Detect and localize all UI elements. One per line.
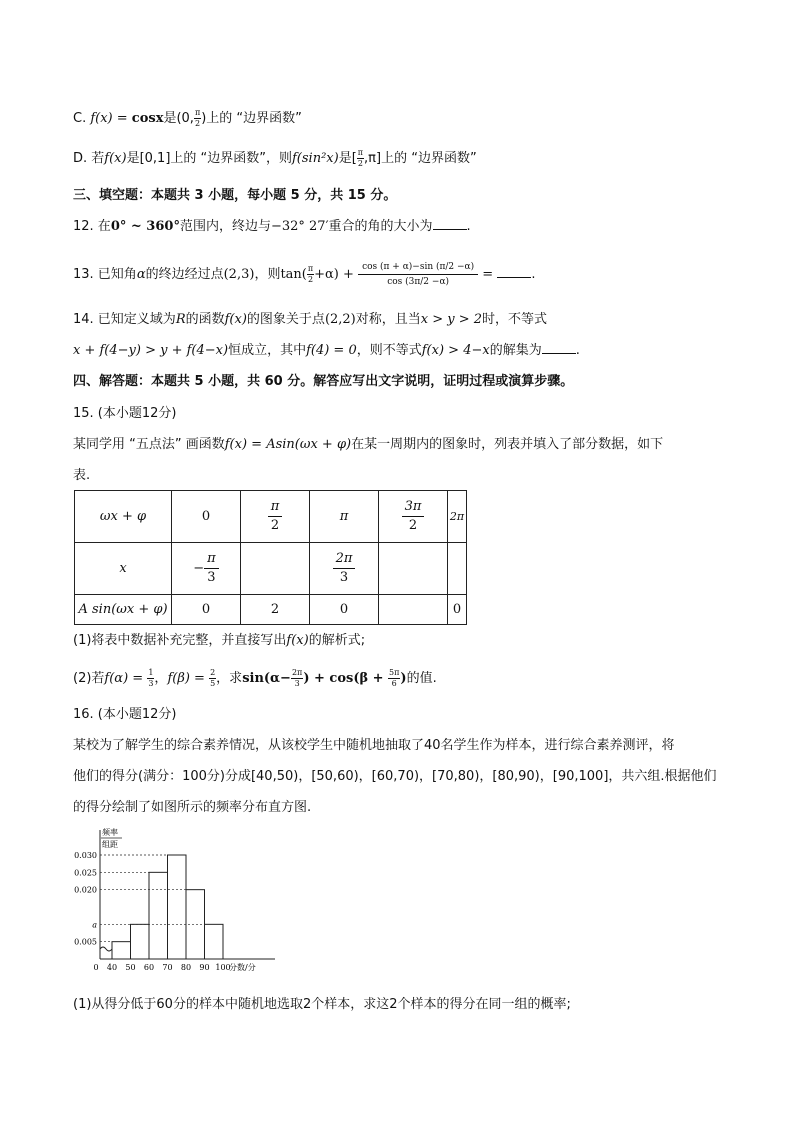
question-15-text: 某同学用 “五点法” 画函数f(x) = Asin(ωx + φ)在某一周期内的图象时，列表并填入了部分数据，如下 [73, 437, 664, 452]
answer-blank [497, 265, 531, 278]
table-row: ωx + φ 0 $\frac{\pi}{2}$ π $\frac{3\pi}{2}$ 2π [75, 491, 467, 543]
option-c: C. f(x) = cosx是(0, $\frac{\pi}{2}$ )上的 “边界函数” [73, 108, 302, 128]
question-15-header: 15. (本小题12分) [73, 406, 177, 421]
section-3-title: 三、填空题：本题共 3 小题，每小题 5 分，共 15 分。 [73, 188, 397, 203]
answer-blank [433, 217, 467, 230]
question-14-line-2: x + f(4−y) > y + f(4−x)恒成立，其中f(4) = 0，则不等式f(x) > 4−x的解集为 . [73, 343, 580, 358]
table-row: A sin(ωx + φ) 0 2 0 0 [75, 595, 467, 625]
x-tick-label: 70 [162, 963, 173, 972]
axis-break [100, 947, 112, 951]
y-tick-label: 0.025 [74, 868, 97, 878]
x-tick-label: 50 [125, 963, 136, 972]
question-16-text-2: 他们的得分(满分：100分)分成[40,50)，[50,60)，[60,70)，[70,80)，[80,90)，[90,100]，共六组.根据他们 [73, 769, 717, 784]
question-16-text-1: 某校为了解学生的综合素养情况，从该校学生中随机地抽取了40名学生作为样本，进行综合素养测评，将 [73, 738, 675, 753]
question-15-text-2: 表. [73, 468, 91, 483]
histogram-bar [149, 872, 168, 959]
section-4-title: 四、解答题：本题共 5 小题，共 60 分。解答应写出文字说明，证明过程或演算步骤。 [73, 374, 574, 389]
five-point-table [74, 490, 467, 625]
y-tick-label: 0.005 [74, 937, 97, 947]
question-15-part-1: (1)将表中数据补充完整，并直接写出f(x)的解析式; [73, 633, 366, 648]
answer-blank [542, 341, 576, 354]
x-tick-label: 40 [106, 963, 118, 972]
option-d: D. 若f(x)是[0,1]上的 “边界函数”，则f(sin²x)是[ $\frac{\pi}{2}$ ,π]上的 “边界函数” [73, 148, 477, 168]
question-14-line-1: 14. 已知定义域为R的函数f(x)的图象关于点(2,2)对称，且当x > y > 2时，不等式 [73, 312, 548, 327]
question-16-part-1: (1)从得分低于60分的样本中随机地选取2个样本，求这2个样本的得分在同一组的概率; [73, 997, 571, 1012]
trig-fraction: $\frac{\cos (\pi + \alpha)-\sin (\pi/2 -\alpha)}{\cos (3\pi/2 -\alpha)}$ [358, 260, 478, 289]
x-tick-label: 100 [215, 963, 231, 972]
fraction: $\frac{\pi}{2}$ [194, 108, 201, 128]
table-row: x − $\frac{\pi}{3}$ $\frac{2\pi}{3}$ [75, 543, 467, 595]
question-15-part-2: (2)若f(α) = $\frac{1}{3}$ ，f(β) = $\frac{2}{5}$ ，求sin(α− $\frac{2\pi}{3}$ ) + cos(β + $\frac{5\pi}{6}$ )的值. [73, 668, 437, 688]
x-axis-label: 分数/分 [229, 963, 256, 972]
question-13: 13. 已知角α的终边经过点(2,3)，则tan( $\frac{\pi}{2}$ +α) + $\frac{\cos (\pi + \alpha)-\sin (\pi/2 -\alpha)}{\cos (3\pi/2 -\alpha)}$ = . [73, 262, 536, 287]
origin-label: 0 [93, 963, 99, 972]
x-tick-label: 80 [180, 963, 192, 972]
question-16-text-3: 的得分绘制了如图所示的频率分布直方图. [73, 800, 312, 815]
question-16-header: 16. (本小题12分) [73, 707, 177, 722]
y-tick-label: 0.020 [74, 885, 97, 895]
y-label-bottom: 组距 [102, 840, 118, 849]
histogram-bar [112, 942, 131, 959]
frequency-histogram [70, 822, 290, 972]
fraction: $\frac{\pi}{2}$ [307, 264, 314, 284]
histogram-bar [205, 924, 224, 959]
x-tick-label: 60 [143, 963, 155, 972]
fraction: $\frac{\pi}{2}$ [357, 148, 364, 168]
question-12: 12. 在0° ~ 360°范围内，终边与−32° 27′重合的角的大小为 . [73, 219, 471, 234]
y-tick-label: 0.030 [74, 851, 97, 860]
histogram-bar [168, 855, 187, 959]
y-label-top: 频率 [102, 828, 118, 837]
histogram-bar [131, 924, 150, 959]
y-tick-label: a [92, 920, 97, 930]
x-tick-label: 90 [199, 963, 210, 972]
